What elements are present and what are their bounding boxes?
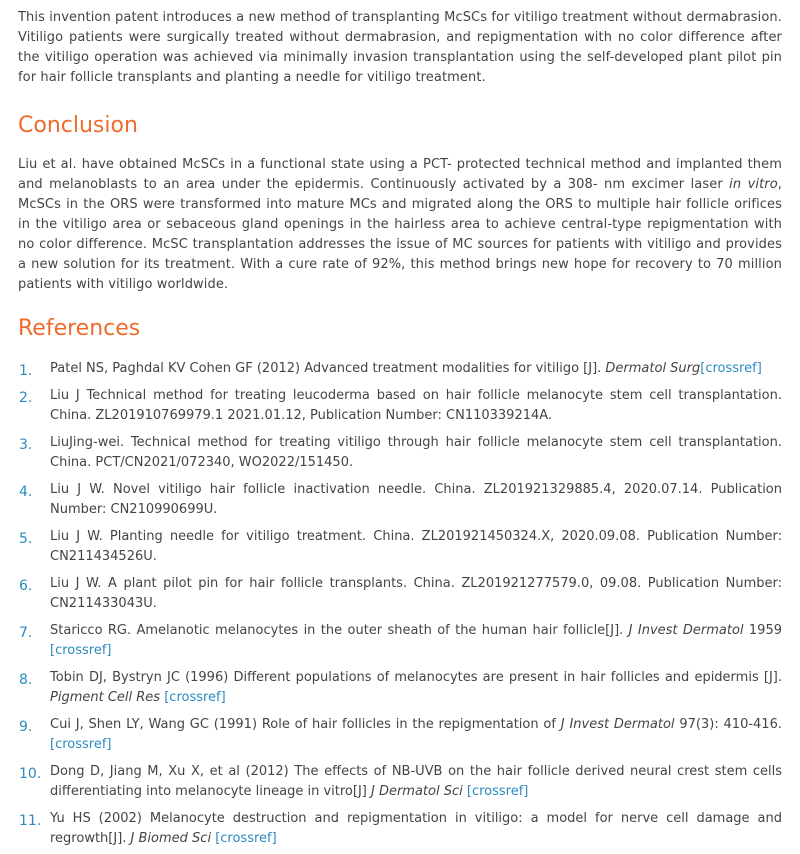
reference-number: 11. (19, 813, 42, 829)
reference-text: Patel NS, Paghdal KV Cohen GF (2012) Advanced treatment modalities for vitiligo [J]. (50, 361, 606, 376)
reference-text: Cui J, Shen LY, Wang GC (1991) Role of hair follicles in the repigmentation of (50, 717, 561, 732)
reference-text: Liu J W. A plant pilot pin for hair follicle transplants. China. ZL201921277579.0, 09.08. Publication Number: CN211433043U. (50, 576, 782, 611)
reference-details: 1959 (743, 623, 782, 638)
crossref-link[interactable]: [crossref] (50, 643, 112, 658)
reference-number: 8. (19, 672, 33, 688)
reference-number: 3. (19, 437, 33, 453)
reference-item (18, 621, 782, 661)
reference-item (18, 574, 782, 614)
reference-text: Staricco RG. Amelanotic melanocytes in the outer sheath of the human hair follicle[J]. (50, 623, 629, 638)
intro-paragraph: This invention patent introduces a new method of transplanting McSCs for vitiligo treatment without dermabrasion. Vitiligo patients were surgically treated without dermabrasion, and repigmentation with no color difference after the vitiligo operation was achieved via minimally invasion transplantation using the self-developed plant pilot pin for hair follicle transplants and planting a needle for vitiligo treatment. (18, 10, 782, 85)
reference-journal: J Biomed Sci (130, 831, 212, 846)
reference-text: Liu J W. Novel vitiligo hair follicle inactivation needle. China. ZL201921329885.4, 2020.07.14. Publication Number: CN210990699U. (50, 482, 782, 517)
crossref-link[interactable]: [crossref] (50, 737, 112, 752)
reference-item (18, 527, 782, 567)
conclusion-text-before: Liu et al. have obtained McSCs in a functional state using a PCT- protected technical method and implanted them and melanoblasts to an area under the epidermis. Continuously activated by a 308- nm excimer laser (18, 157, 782, 192)
reference-text: Tobin DJ, Bystryn JC (1996) Different populations of melanocytes are present in hair follicles and epidermis [J]. (50, 670, 782, 685)
references-heading: References (18, 316, 141, 341)
crossref-link[interactable]: [crossref] (466, 784, 529, 799)
reference-journal: Pigment Cell Res (50, 690, 161, 705)
reference-item (18, 386, 782, 426)
reference-text: LiuJing-wei. Technical method for treating vitiligo through hair follicle melanocyte stem cell transplantation. China. PCT/CN2021/072340, WO2022/151450. (50, 435, 782, 470)
conclusion-text-after: , McSCs in the ORS were transformed into mature MCs and migrated along the ORS to multiple hair follicle orifices in the vitiligo area or sebaceous gland openings in the hairless area to achieve central-type repigmentation with no color difference. McSC transplantation addresses the issue of MC sources for patients with vitiligo and provides a new solution for its treatment. With a cure rate of 92%, this method brings new hope for recovery to 70 million patients with vitiligo worldwide. (18, 177, 783, 292)
reference-number: 6. (19, 578, 33, 594)
reference-journal: J Invest Dermatol (628, 623, 744, 638)
reference-item (18, 809, 782, 849)
crossref-link[interactable]: [crossref] (215, 831, 277, 846)
conclusion-paragraph (18, 155, 782, 295)
reference-text: Liu J W. Planting needle for vitiligo treatment. China. ZL201921450324.X, 2020.09.08. Publication Number: CN211434526U. (50, 529, 782, 564)
reference-item (18, 715, 782, 755)
conclusion-heading: Conclusion (18, 113, 138, 138)
reference-text: Dong D, Jiang M, Xu X, et al (2012) The effects of NB-UVB on the hair follicle derived neural crest stem cells differentiating into melanocyte lineage in vitro[J] (50, 764, 782, 799)
conclusion-text-italic: in vitro (729, 177, 778, 192)
reference-journal: Dermatol Surg (605, 361, 701, 376)
reference-item (18, 359, 782, 379)
reference-item (18, 480, 782, 520)
reference-number: 4. (19, 484, 33, 500)
crossref-link[interactable]: [crossref] (164, 690, 226, 705)
crossref-link[interactable]: [crossref] (700, 361, 762, 376)
reference-journal: J Dermatol Sci (370, 784, 463, 799)
reference-number: 1. (19, 363, 33, 379)
reference-number: 2. (19, 390, 33, 406)
reference-item (18, 668, 782, 708)
reference-text: Liu J Technical method for treating leucoderma based on hair follicle melanocyte stem cell transplantation. China. ZL201910769979.1 2021.01.12, Publication Number: CN110339214A. (50, 388, 782, 423)
references-list (18, 359, 782, 849)
reference-details: 97(3): 410-416. (674, 717, 782, 732)
reference-item (18, 762, 782, 802)
reference-number: 10. (19, 766, 42, 782)
reference-number: 5. (19, 531, 33, 547)
reference-number: 9. (19, 719, 33, 735)
reference-text: Yu HS (2002) Melanocyte destruction and repigmentation in vitiligo: a model for nerve cell damage and regrowth[J]. (50, 811, 782, 846)
reference-number: 7. (19, 625, 33, 641)
reference-item (18, 433, 782, 473)
reference-journal: J Invest Dermatol (560, 717, 675, 732)
